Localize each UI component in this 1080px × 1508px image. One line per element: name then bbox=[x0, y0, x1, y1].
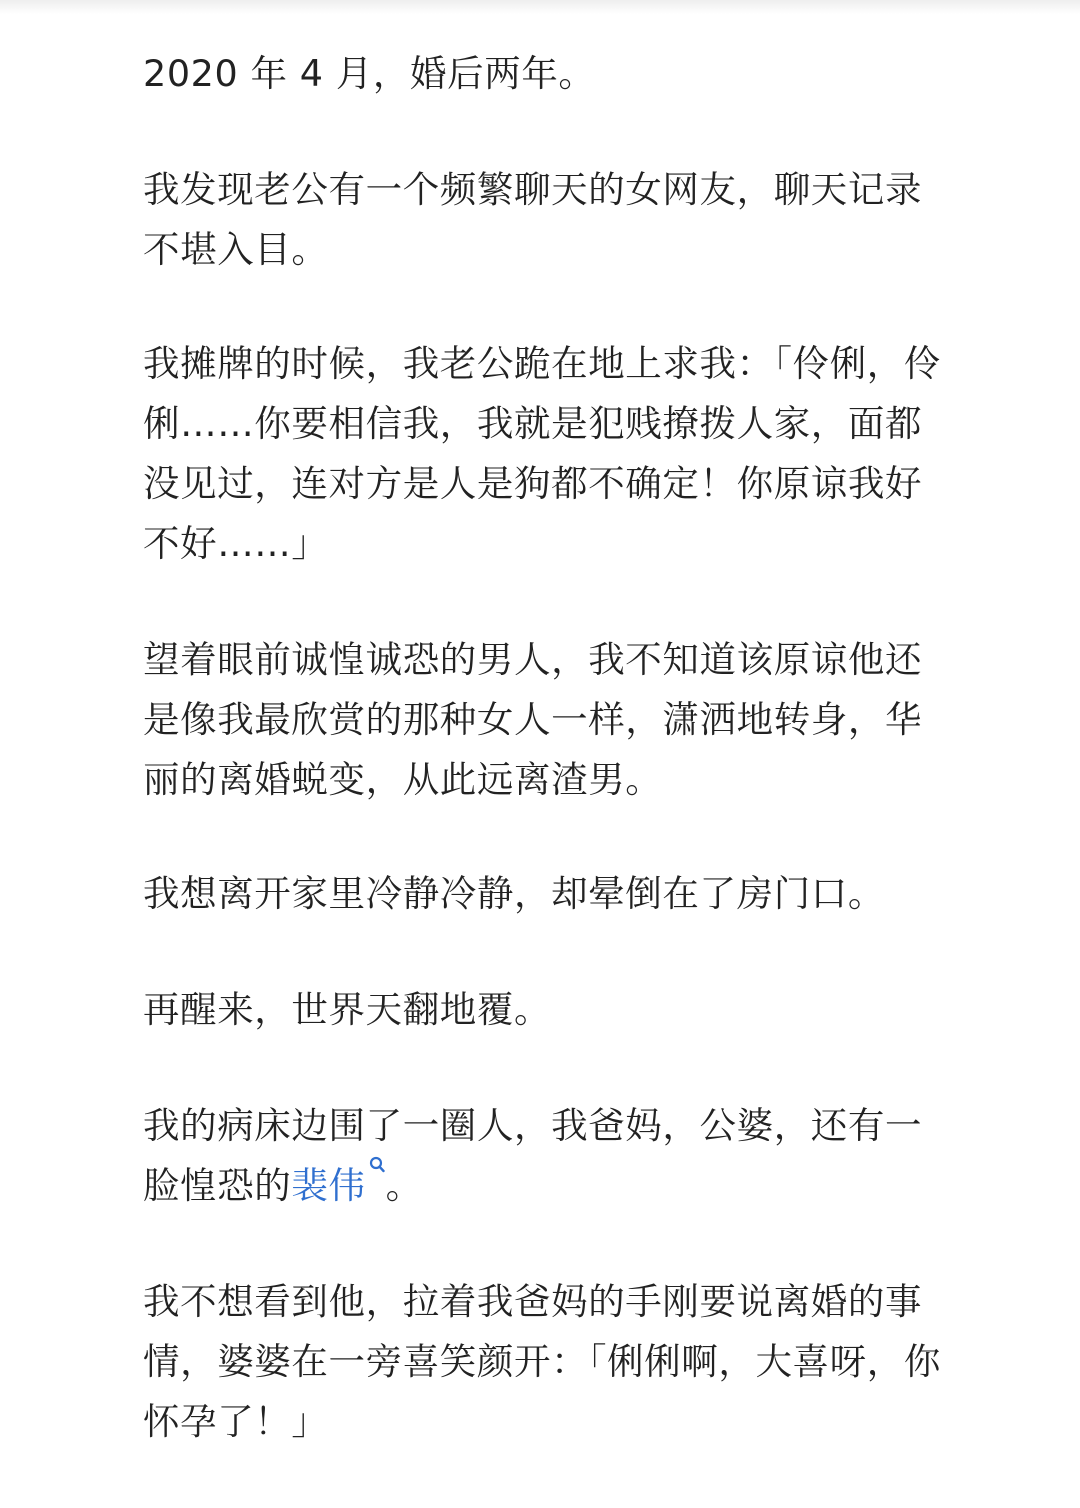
paragraph-3: 我摊牌的时候，我老公跪在地上求我：「伶俐，伶俐……你要相信我，我就是犯贱撩拨人家，面都没见过，连对方是人是狗都不确定！你原谅我好不好……」 bbox=[143, 342, 941, 565]
paragraph-7-end: 。 bbox=[385, 1164, 423, 1207]
paragraph-7 bbox=[143, 1096, 948, 1216]
article-body bbox=[143, 44, 948, 1508]
paragraph-4: 望着眼前诚惶诚恐的男人，我不知道该原谅他还是像我最欣赏的那种女人一样，潇洒地转身，华丽的离婚蜕变，从此远离渣男。 bbox=[143, 638, 923, 801]
paragraph-2: 我发现老公有一个频繁聊天的女网友，聊天记录不堪入目。 bbox=[143, 168, 923, 271]
top-shadow bbox=[0, 0, 1080, 14]
paragraph-7-text: 我的病床边围了一圈人，我爸妈，公婆，还有一脸惶恐的 bbox=[143, 1104, 923, 1207]
search-icon[interactable] bbox=[368, 1156, 386, 1180]
paragraph-5: 我想离开家里冷静冷静，却晕倒在了房门口。 bbox=[143, 872, 885, 915]
paragraph-6: 再醒来，世界天翻地覆。 bbox=[143, 988, 552, 1031]
name-search-link[interactable] bbox=[291, 1164, 385, 1207]
paragraph-8: 我不想看到他，拉着我爸妈的手刚要说离婚的事情，婆婆在一旁喜笑颜开：「俐俐啊，大喜呀，你怀孕了！」 bbox=[143, 1280, 941, 1443]
paragraph-1: 2020 年 4 月，婚后两年。 bbox=[143, 52, 596, 95]
name-search-link-label[interactable]: 裴伟 bbox=[291, 1164, 366, 1207]
